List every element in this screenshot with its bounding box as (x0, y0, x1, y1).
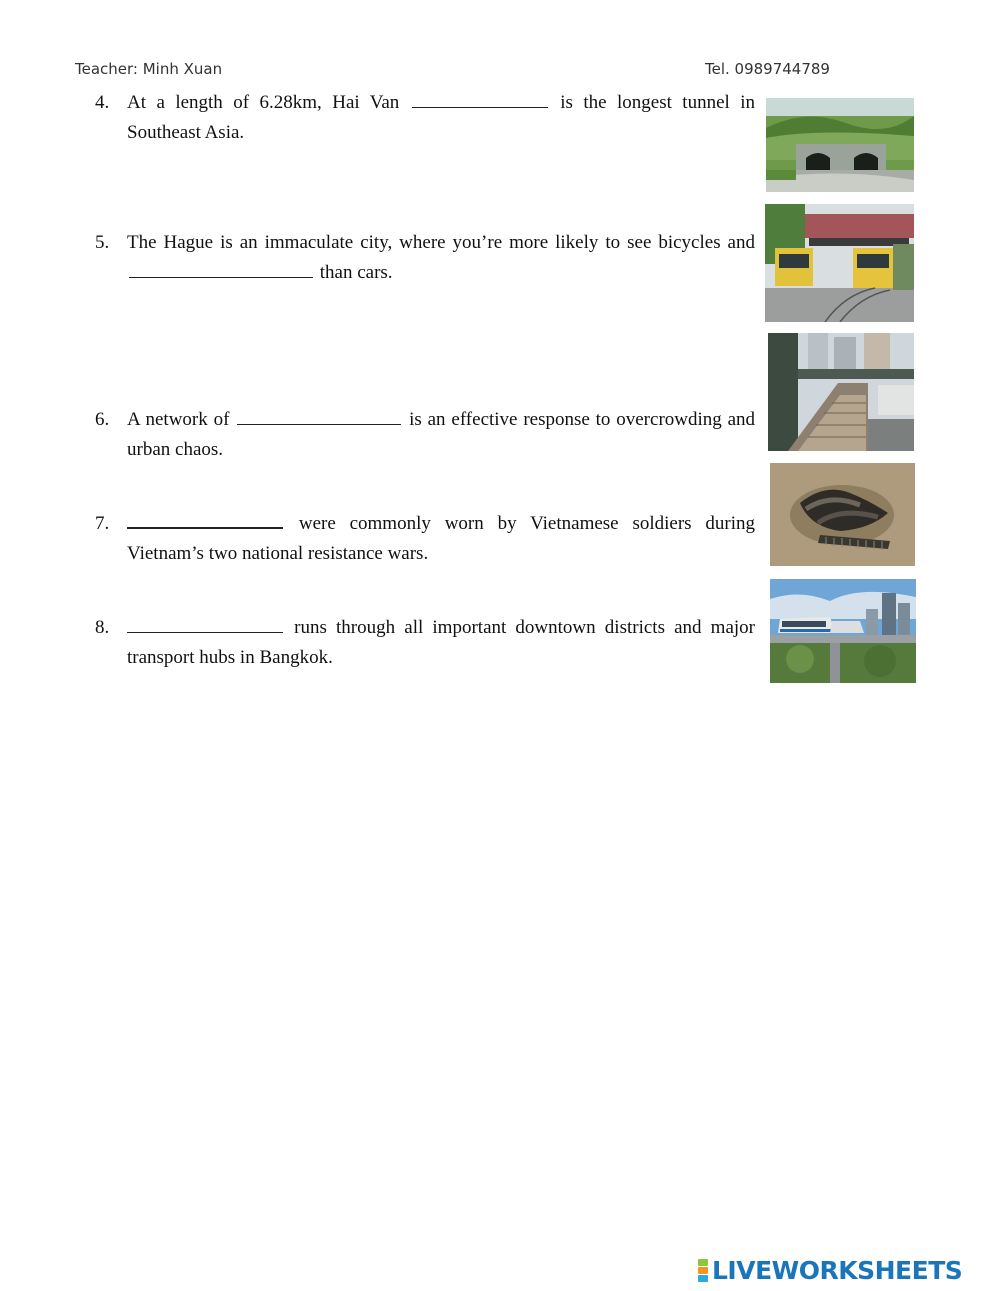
question-number: 4. (95, 92, 110, 113)
question-number: 8. (95, 617, 110, 638)
answer-blank[interactable] (127, 614, 283, 633)
question-text: At a length of 6.28km, Hai Van is the longest tunnel in Southeast Asia. (127, 88, 755, 148)
skytrain-photo (770, 579, 916, 683)
question-number: 6. (95, 409, 110, 430)
question-6 (95, 405, 755, 465)
teacher-name: Teacher: Minh Xuan (75, 60, 223, 78)
question-text: were commonly worn by Vietnamese soldiers during Vietnam’s two national resistance wars. (127, 509, 755, 569)
tram-station-photo (765, 204, 914, 322)
answer-blank[interactable] (127, 509, 283, 529)
tunnel-entrance-photo (766, 98, 914, 192)
brand-name: LIVEWORKSHEETS (712, 1256, 963, 1285)
answer-blank[interactable] (412, 89, 548, 108)
question-5 (95, 228, 755, 288)
liveworksheets-logo (698, 1256, 962, 1285)
logo-blocks-icon (698, 1259, 708, 1282)
question-number: 7. (95, 513, 110, 534)
answer-blank[interactable] (129, 259, 313, 278)
question-number: 5. (95, 232, 110, 253)
question-text: The Hague is an immaculate city, where you’re more likely to see bicycles and than cars. (127, 232, 755, 283)
question-4 (95, 88, 755, 148)
question-text: A network of is an effective response to overcrowding and urban chaos. (127, 405, 755, 465)
rubber-sandals-photo (770, 463, 915, 566)
question-7 (95, 509, 755, 569)
question-text: runs through all important downtown districts and major transport hubs in Bangkok. (127, 613, 755, 673)
question-8 (95, 613, 755, 673)
skywalk-photo (768, 333, 914, 451)
teacher-phone: Tel. 0989744789 (705, 60, 830, 78)
answer-blank[interactable] (237, 406, 401, 425)
